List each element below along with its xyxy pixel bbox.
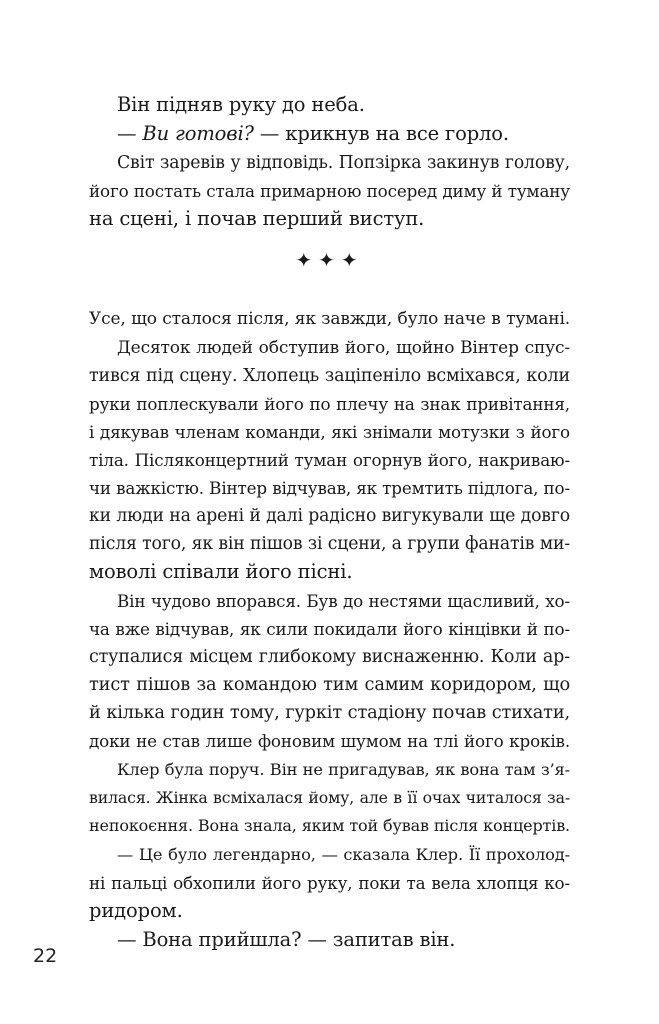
text-line: руки поплескували його по плечу на знак привітання, <box>89 394 570 414</box>
text-line: моволі співали його пісні. <box>89 560 353 583</box>
text-line: його постать стала примарною посеред диму й туману <box>89 181 570 201</box>
dash: — <box>117 122 143 145</box>
text-line: ступалися місцем глибокому виснаженню. Коли ар- <box>89 647 570 667</box>
text-line: ні пальці обхопили його руку, поки та вела хлопця ко- <box>89 873 570 893</box>
section-break-ornament: ✦✦✦ <box>295 248 364 272</box>
text-line: ча вже відчував, як сили покидали його кінцівки й по- <box>89 619 570 639</box>
text-line: після того, як він пішов зі сцени, а групи фанатів ми- <box>89 534 570 554</box>
text-line: й кілька годин тому, гуркіт стадіону почав стихати, <box>89 703 570 723</box>
text-line: тіла. Післяконцертний туман огорнув його, накриваю- <box>89 450 570 470</box>
text-line: тився під сцену. Хлопець заціпеніло всміхався, коли <box>89 366 570 386</box>
text-line: — Вона прийшла? — запитав він. <box>117 928 456 951</box>
text-line <box>117 121 570 147</box>
text-line: непокоєння. Вона знала, яким той бував після концертів. <box>89 816 570 835</box>
text-line: вилася. Жінка всміхалася йому, але в її очах читалося за- <box>89 788 570 807</box>
text-line: Усе, що сталося після, як завжди, було наче в тумані. <box>89 309 570 329</box>
text-line: тист пішов за командою тим самим коридором, що <box>89 675 570 695</box>
text-line: доки не став лише фоновим шумом на тлі його кроків. <box>89 731 570 751</box>
text-line: Він підняв руку до неба. <box>117 93 365 116</box>
dialogue-tag: — крикнув на все горло. <box>253 122 509 145</box>
text-line: і дякував членам команди, які знімали мотузки з його <box>89 422 570 442</box>
text-line: Десяток людей обступив його, щойно Вінтер спус- <box>117 338 570 358</box>
text-line: Він чудово впорався. Був до нестями щасливий, хо- <box>117 591 570 611</box>
text-line: ридором. <box>89 899 183 922</box>
page-number: 22 <box>33 945 58 967</box>
text-line: чи важкістю. Вінтер відчував, як тремтить підлога, по- <box>89 478 570 498</box>
text-line: Клер була поруч. Він не пригадував, як вона там з’я- <box>117 760 570 779</box>
text-line: ки люди на арені й далі радісно вигукували ще довго <box>89 506 570 526</box>
text-line: — Це було легендарно, — сказала Клер. Її прохолод- <box>117 845 570 864</box>
text-line: на сцені, і почав перший виступ. <box>89 207 425 230</box>
text-line: Світ заревів у відповідь. Попзірка закинув голову, <box>117 153 570 173</box>
italic-phrase: Ви готові? <box>142 122 254 145</box>
